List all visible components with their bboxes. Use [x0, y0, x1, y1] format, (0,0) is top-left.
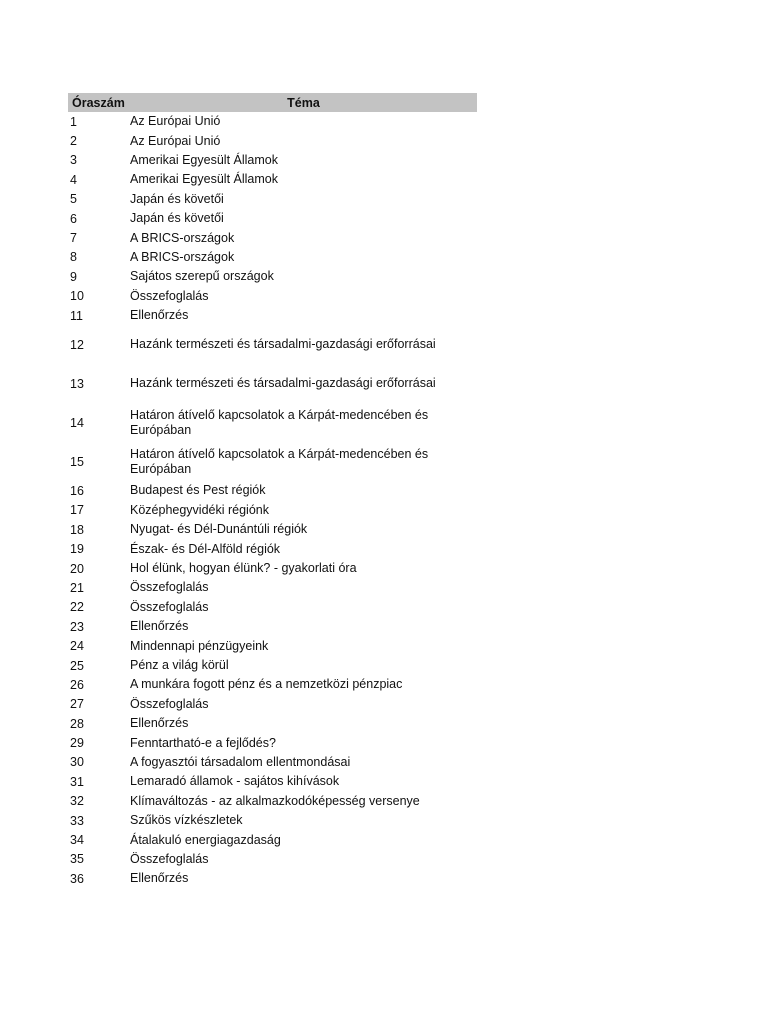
column-header-topic: Téma [287, 95, 320, 110]
topic-cell: Összefoglalás [130, 580, 209, 595]
topic-cell: Összefoglalás [130, 696, 209, 711]
lesson-number-cell: 33 [70, 813, 84, 828]
table-row [68, 442, 477, 481]
table-row [68, 170, 477, 189]
table-row [68, 112, 477, 131]
lesson-number-cell: 1 [70, 114, 77, 129]
topic-cell: Budapest és Pest régiók [130, 483, 266, 498]
lesson-number-cell: 11 [70, 308, 83, 323]
table-row [68, 869, 477, 888]
topic-cell: Összefoglalás [130, 288, 209, 303]
table-row [68, 753, 477, 772]
topic-cell: A munkára fogott pénz és a nemzetközi pénzpiac [130, 677, 403, 692]
table-row [68, 656, 477, 675]
topic-cell: Amerikai Egyesült Államok [130, 152, 278, 167]
lesson-number-cell: 34 [70, 833, 84, 848]
topic-cell: Hol élünk, hogyan élünk? - gyakorlati óra [130, 561, 357, 576]
table-row [68, 714, 477, 733]
lesson-number-cell: 25 [70, 658, 84, 673]
lesson-number-cell: 29 [70, 736, 84, 751]
lesson-number-cell: 2 [70, 134, 77, 149]
topic-cell: Hazánk természeti és társadalmi-gazdasági erőforrásai [130, 337, 436, 352]
topic-cell: Sajátos szerepű országok [130, 269, 274, 284]
lesson-number-cell: 13 [70, 376, 84, 391]
topic-cell: Ellenőrzés [130, 308, 189, 323]
lesson-number-cell: 18 [70, 522, 84, 537]
table-row [68, 481, 477, 500]
table-row [68, 811, 477, 830]
table-row [68, 267, 477, 286]
lesson-number-cell: 6 [70, 211, 77, 226]
topic-cell: A BRICS-országok [130, 249, 235, 264]
table-row [68, 578, 477, 597]
lesson-number-cell: 20 [70, 561, 84, 576]
topic-cell: Ellenőrzés [130, 716, 189, 731]
lesson-number-cell: 24 [70, 639, 84, 654]
table-row [68, 403, 477, 442]
lesson-number-cell: 4 [70, 172, 77, 187]
topic-cell: Határon átívelő kapcsolatok a Kárpát-medencében és Európában [130, 446, 429, 476]
lesson-plan-table [68, 93, 477, 889]
table-row [68, 131, 477, 150]
topic-cell: Észak- és Dél-Alföld régiók [130, 541, 281, 556]
lesson-number-cell: 27 [70, 697, 84, 712]
lesson-number-cell: 19 [70, 542, 84, 557]
table-row [68, 850, 477, 869]
table-row [68, 830, 477, 849]
topic-cell: Fenntartható-e a fejlődés? [130, 735, 276, 750]
lesson-number-cell: 35 [70, 852, 84, 867]
table-row [68, 675, 477, 694]
table-row [68, 520, 477, 539]
table-body [68, 112, 477, 889]
lesson-number-cell: 22 [70, 600, 84, 615]
topic-cell: Mindennapi pénzügyeink [130, 638, 269, 653]
lesson-number-cell: 8 [70, 250, 77, 265]
table-row [68, 151, 477, 170]
topic-cell: Középhegyvidéki régiónk [130, 502, 269, 517]
table-row [68, 248, 477, 267]
topic-cell: Klímaváltozás - az alkalmazkodóképesség versenye [130, 793, 420, 808]
topic-cell: Hazánk természeti és társadalmi-gazdasági erőforrásai [130, 376, 436, 391]
topic-cell: Lemaradó államok - sajátos kihívások [130, 774, 340, 789]
topic-cell: Az Európai Unió [130, 133, 221, 148]
table-header-row [68, 93, 477, 112]
table-row [68, 501, 477, 520]
table-row [68, 559, 477, 578]
table-row [68, 364, 477, 403]
table-row [68, 209, 477, 228]
table-row [68, 287, 477, 306]
topic-cell: Összefoglalás [130, 599, 209, 614]
lesson-number-cell: 16 [70, 483, 84, 498]
lesson-number-cell: 28 [70, 716, 84, 731]
lesson-number-cell: 21 [70, 580, 84, 595]
topic-cell: Nyugat- és Dél-Dunántúli régiók [130, 522, 308, 537]
lesson-number-cell: 23 [70, 619, 84, 634]
table-row [68, 695, 477, 714]
lesson-number-cell: 32 [70, 794, 84, 809]
lesson-number-cell: 14 [70, 415, 84, 430]
lesson-number-cell: 7 [70, 231, 77, 246]
lesson-number-cell: 26 [70, 677, 84, 692]
topic-cell: Szűkös vízkészletek [130, 813, 243, 828]
topic-cell: Az Európai Unió [130, 114, 221, 129]
table-row [68, 733, 477, 752]
topic-cell: Japán és követői [130, 191, 224, 206]
topic-cell: Pénz a világ körül [130, 658, 229, 672]
topic-cell: Amerikai Egyesült Államok [130, 172, 278, 187]
topic-cell: Ellenőrzés [130, 871, 189, 886]
lesson-number-cell: 30 [70, 755, 84, 770]
table-row [68, 772, 477, 791]
topic-cell: Ellenőrzés [130, 619, 189, 634]
lesson-number-cell: 12 [70, 337, 84, 352]
table-row [68, 539, 477, 558]
table-row [68, 792, 477, 811]
lesson-number-cell: 10 [70, 289, 84, 304]
table-row [68, 598, 477, 617]
topic-cell: A fogyasztói társadalom ellentmondásai [130, 754, 351, 769]
table-row [68, 617, 477, 636]
lesson-number-cell: 5 [70, 192, 77, 207]
table-row [68, 306, 477, 325]
lesson-number-cell: 31 [70, 774, 84, 789]
table-row [68, 636, 477, 655]
column-header-lesson-number: Óraszám [72, 95, 125, 110]
topic-cell: A BRICS-országok [130, 230, 235, 245]
topic-cell: Összefoglalás [130, 851, 209, 866]
topic-cell: Átalakuló energiagazdaság [130, 832, 281, 847]
table-row [68, 228, 477, 247]
lesson-number-cell: 36 [70, 871, 84, 886]
table-row [68, 190, 477, 209]
topic-cell: Határon átívelő kapcsolatok a Kárpát-medencében és Európában [130, 407, 429, 437]
topic-cell: Japán és követői [130, 211, 224, 226]
lesson-number-cell: 15 [70, 454, 84, 469]
lesson-number-cell: 17 [70, 503, 84, 518]
table-row [68, 325, 477, 364]
lesson-number-cell: 9 [70, 269, 77, 284]
lesson-number-cell: 3 [70, 153, 77, 168]
